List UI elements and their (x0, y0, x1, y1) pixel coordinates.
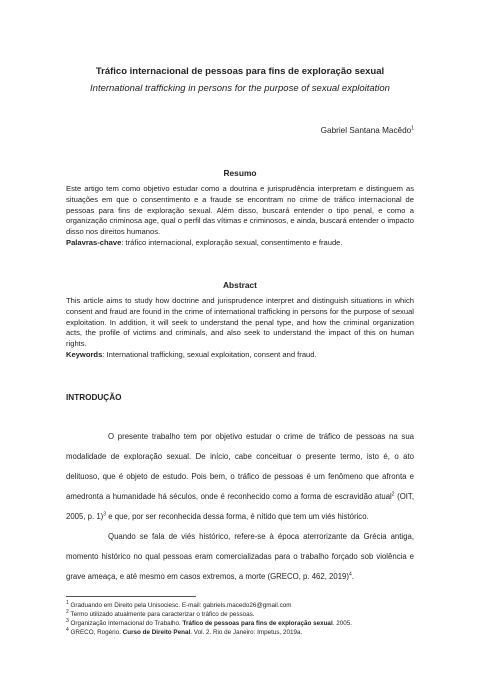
footnote-3 (66, 619, 414, 628)
paper-subtitle: International trafficking in persons for the purpose of sexual exploitation (90, 83, 390, 94)
footnote-2 (66, 610, 414, 619)
fn1-text: Graduando em Direito pela Unisociesc. E-mail: gabriels.macedo26@gmail.com (68, 602, 292, 609)
keywords-label: Keywords (66, 349, 103, 359)
abstract-block (66, 296, 414, 361)
paper-title: Tráfico internacional de pessoas para fins de exploração sexual (95, 66, 385, 77)
footnote-4 (66, 628, 414, 637)
author-footnote-mark: 1 (411, 125, 414, 132)
intro-paragraph-2 (66, 527, 414, 587)
resumo-heading: Resumo (223, 168, 257, 178)
author-line (321, 126, 414, 135)
p1-text-a: O presente trabalho tem por objetivo estudar o crime de tráfico de pessoas na sua modalidade de exploração sexual. De início, cabe conceituar o presente termo, isto é, o ato delituoso, que é objeto de estudo. Pois bem, o tráfico de pessoas é um fenômeno que afronta e amedronta a humanidade há séculos, onde é reconhecido como a forma de escravidão atual (66, 432, 414, 501)
fn2-mark: 2 (66, 608, 69, 615)
footnote-mark-4: 4 (348, 571, 352, 578)
fn1-mark: 1 (66, 599, 69, 606)
p1-text-b: (OIT, 2005, p. 1) (66, 492, 414, 521)
palavras-chave-label: Palavras-chave (66, 237, 122, 247)
author-name: Gabriel Santana Macêdo (320, 126, 412, 135)
resumo-block (66, 184, 414, 249)
keywords-text: : International trafficking, sexual exploitation, consent and fraud. (102, 349, 317, 359)
fn4-after: . Vol. 2. Rio de Janeiro: Impetus, 2019a. (190, 629, 303, 636)
intro-paragraph-1 (66, 427, 414, 527)
abstract-heading: Abstract (223, 280, 257, 290)
palavras-chave-text: : tráfico internacional, exploração sexual, consentimento e fraude. (121, 237, 343, 247)
footnote-separator (66, 596, 196, 597)
introducao-heading: INTRODUÇÃO (66, 393, 122, 402)
abstract-text: This article aims to study how doctrine and jurisprudence interpret and distinguish situations in which consent and fraud are found in the crime of international trafficking in persons for the purpose of sexual exploitation. In addition, it will seek to understand the penal type, and how the criminal organization acts, the profile of victims and criminals, and also seek to understand the impact of this on human rights. (66, 296, 414, 349)
fn3-mark: 3 (66, 617, 69, 624)
intro-body (66, 427, 414, 587)
fn3-bold: Tráfico de pessoas para fins de exploração sexual (182, 620, 333, 627)
footnote-mark-2: 2 (391, 491, 395, 498)
fn4-mark: 4 (66, 626, 69, 633)
footnotes (66, 601, 414, 637)
footnote-1 (66, 601, 414, 610)
fn4-text: GRECO, Rogério. (68, 629, 123, 636)
fn3-after: . 2005. (332, 620, 352, 627)
fn4-bold: Curso de Direito Penal (122, 629, 191, 636)
fn2-text: Termo utilizado atualmente para caracterizar o tráfico de pessoas. (68, 611, 255, 618)
footnote-mark-3: 3 (103, 511, 107, 518)
p2-text-b: . (351, 572, 354, 581)
p2-text-a: Quando se fala de viés histórico, refere-se à época aterrorizante da Grécia antiga, momento histórico no qual pessoas eram comercializadas para o trabalho forçado sob violência e grave ameaça, e até mesmo em casos extremos, a morte (GRECO, p. 462, 2019) (66, 532, 414, 581)
fn3-text: Organização Internacional do Trabalho. (68, 620, 183, 627)
p1-text-c: e que, por ser reconhecida dessa forma, é nítido que tem um viés histórico. (106, 512, 369, 521)
resumo-text: Este artigo tem como objetivo estudar como a doutrina e jurisprudência interpretam e distinguem as situações em que o consentimento e a fraude se encontram no crime de tráfico internacional de pessoas para fins de exploração sexual. Além disso, buscará entender o tipo penal, e como a organização criminosa age, qual o perfil das vítimas e criminosos, e ainda, buscará entender o impacto disso nos direitos humanos. (66, 184, 414, 237)
